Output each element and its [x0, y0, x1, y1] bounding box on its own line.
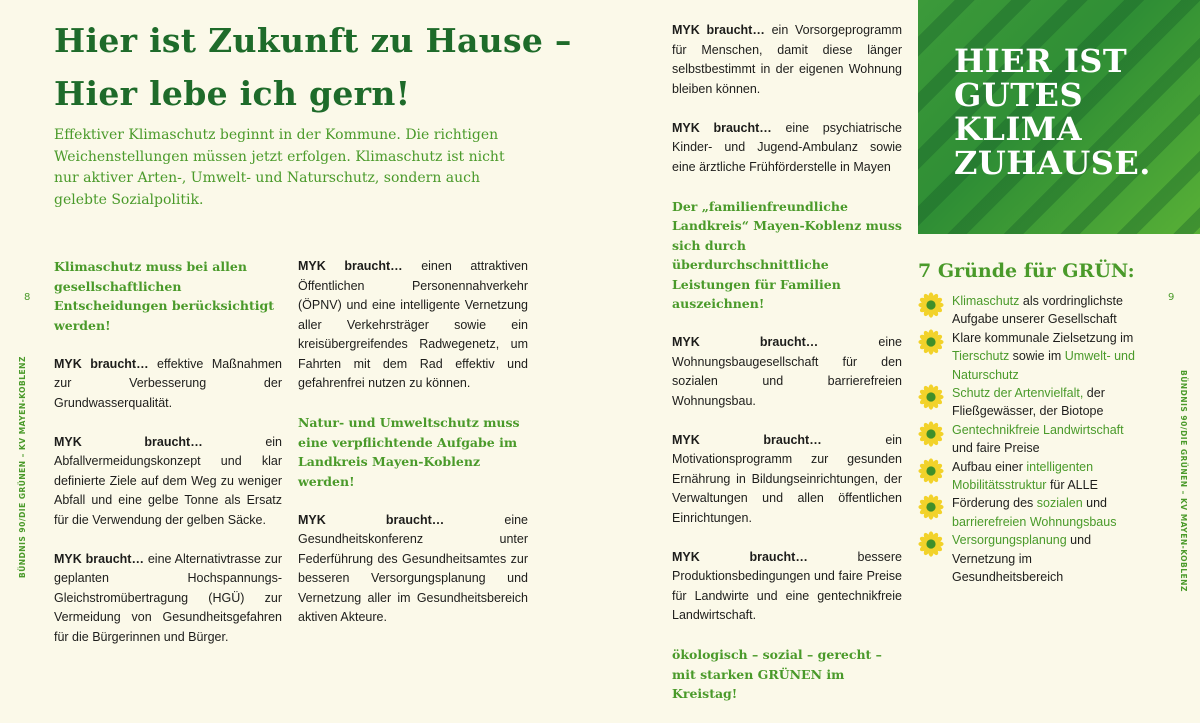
reason-highlight: sozialen [1036, 496, 1083, 511]
hero-line-1: HIER IST [954, 42, 1128, 80]
demand-text: effektive Maßnahmen zur Verbesserung der Grundwasserqualität. [54, 356, 282, 410]
hero-text [954, 44, 1194, 180]
reason-highlight: Versorgungsplanung [952, 533, 1067, 548]
reasons-title: 7 Gründe für GRÜN: [918, 260, 1135, 282]
demand-keyword: MYK braucht… [54, 434, 203, 449]
demand-keyword: MYK braucht… [672, 335, 819, 349]
demand-keyword: MYK braucht… [298, 259, 403, 273]
demand-paragraph [672, 431, 902, 529]
column-2 [298, 257, 528, 647]
demand-paragraph [672, 548, 902, 626]
demand-text: bessere Produktionsbedingungen und faire Preise für Landwirte und eine gentechnikfreie Landwirtschaft. [672, 549, 902, 622]
reason-text: Klare kommunale Zielsetzung im [952, 330, 1134, 345]
demand-keyword: MYK braucht… [672, 120, 772, 135]
reason-highlight: Klimaschutz [952, 294, 1020, 308]
side-label-left: BÜNDNIS 90/DIE GRÜNEN – KV MAYEN-KOBLENZ [18, 356, 27, 578]
demand-text: eine Gesundheitskonferenz unter Federführung des Gesundheitsamtes zur besseren Versorgungsplanung und Vernetzung aller im Gesundheitsbereich aktiven Akteure. [298, 512, 529, 624]
title-line-1: Hier ist Zukunft zu Hause – [54, 21, 572, 60]
demand-paragraph [298, 511, 528, 628]
demand-text: eine psychiatrische Kinder- und Jugend-Ambulanz sowie eine ärztliche Frühförderstelle in Mayen [672, 120, 902, 174]
reason-highlight: Umwelt- und Naturschutz [952, 349, 1135, 382]
reason-item [918, 329, 1143, 384]
reason-highlight: Schutz der Artenvielfalt, [952, 386, 1084, 401]
sunflower-icon [918, 458, 944, 484]
sunflower-icon [918, 384, 944, 410]
reasons-list [918, 292, 1143, 587]
slogan [672, 645, 902, 704]
demand-text: eine Alternativtrasse zur geplanten Hochspannungs-Gleichstromübertragung (HGÜ) zur Vermeidung von Gesundheitsgefahren für die Bürgerinnen und Bürger. [54, 551, 283, 644]
reason-text: und Vernetzung im Gesundheitsbereich [952, 533, 1092, 585]
reason-highlight: Tierschutz [952, 349, 1010, 364]
reason-item [918, 531, 1143, 586]
hero-line-2: GUTES [954, 76, 1084, 114]
demand-keyword: MYK braucht… [672, 432, 822, 447]
slogan-line-1: ökologisch – sozial – gerecht – [672, 647, 882, 662]
reason-text: sowie im [1009, 349, 1065, 364]
sunflower-icon [918, 329, 944, 355]
column-1 [54, 257, 282, 667]
demand-paragraph [298, 257, 528, 394]
demand-paragraph [54, 550, 282, 648]
column-1-heading: Klimaschutz muss bei allen gesellschaftlichen Entscheidungen berücksichtigt werden! [54, 259, 275, 333]
reason-text: für ALLE [1046, 478, 1098, 493]
reason-text: Förderung des [952, 496, 1037, 511]
demand-paragraph [54, 355, 282, 414]
demand-paragraph [54, 433, 282, 531]
reason-item [918, 494, 1143, 531]
hero-line-3: KLIMA [954, 110, 1083, 148]
demand-text: eine Wohnungsbaugesellschaft für den sozialen und barrierefreien Wohnungsbau. [672, 335, 903, 408]
page-number-right: 9 [1168, 292, 1175, 303]
reason-item [918, 292, 1143, 329]
demand-paragraph [672, 21, 902, 99]
demand-keyword: MYK braucht… [672, 23, 765, 37]
reason-text: Aufbau einer [952, 459, 1027, 474]
demand-keyword: MYK braucht… [54, 551, 144, 566]
column-3 [672, 21, 902, 723]
demand-text: ein Motivationsprogramm zur gesunden Ernährung in Bildungseinrichtungen, der Verwaltungen und allen öffentlichen Einrichtungen. [672, 432, 902, 525]
title-line-2: Hier lebe ich gern! [54, 74, 411, 113]
reason-text: und faire Preise [952, 441, 1040, 456]
reason-highlight: barrierefreien Wohnungsbaus [952, 514, 1117, 529]
intro-text: Effektiver Klimaschutz beginnt in der Kommune. Die richtigen Weichenstellungen müssen jetzt erfolgen. Klimaschutz ist nicht nur aktiver Arten-, Umwelt- und Naturschutz, sondern auch gelebte Sozialpolitik. [54, 127, 505, 208]
reason-item [918, 384, 1143, 421]
hero-banner [918, 0, 1200, 234]
hero-line-4: ZUHAUSE. [954, 144, 1151, 182]
reason-item [918, 458, 1143, 495]
reason-text: als vordringlichste Aufgabe unserer Gesellschaft [952, 294, 1123, 327]
demand-keyword: MYK braucht… [54, 356, 149, 371]
demand-text: einen attraktiven Öffentlichen Personennahverkehr (ÖPNV) und eine intelligente Vernetzung aller Verkehrsträger sowie ein kreisübergreifendes Radwegenetz, um Fahrten mit dem Rad effektiv und gefahrenfrei nutzen zu können. [298, 259, 528, 390]
slogan-line-2: mit starken GRÜNEN im Kreistag! [672, 666, 845, 701]
demand-text: ein Abfallvermeidungskonzept und klar definierte Ziele auf dem Weg zu weniger Abfall und eine gelbe Tonne als Ersatz für die Verwendung der gelben Säcke. [54, 434, 282, 527]
demand-keyword: MYK braucht… [672, 549, 808, 564]
reason-text: und [1082, 496, 1107, 511]
demand-keyword: MYK braucht… [298, 512, 445, 527]
sunflower-icon [918, 494, 944, 520]
sunflower-icon [918, 531, 944, 557]
side-label-right: BÜNDNIS 90/DIE GRÜNEN – KV MAYEN-KOBLENZ [1179, 370, 1188, 592]
sunflower-icon [918, 292, 944, 318]
reason-highlight: Gentechnikfreie Landwirtschaft [952, 422, 1124, 437]
page-number-left: 8 [24, 292, 31, 303]
demand-paragraph [672, 333, 902, 411]
reason-item [918, 421, 1143, 458]
demand-text: ein Vorsorgeprogramm für Menschen, damit diese länger selbstbestimmt in der eigenen Wohnung bleiben können. [672, 23, 902, 96]
reason-text: der Fließgewässer, der Biotope [952, 386, 1105, 419]
page-title [54, 14, 614, 120]
demand-paragraph [672, 119, 902, 178]
column-3-heading: Der „familienfreundliche Landkreis“ Mayen-Koblenz muss sich durch überdurchschnittliche Leistungen für Familien auszeichnen! [672, 198, 902, 311]
column-2-heading: Natur- und Umweltschutz muss eine verpflichtende Aufgabe im Landkreis Mayen-Koblenz werden! [298, 415, 520, 489]
reason-highlight: intelligenten Mobilitätsstruktur [952, 459, 1094, 493]
sunflower-icon [918, 421, 944, 447]
